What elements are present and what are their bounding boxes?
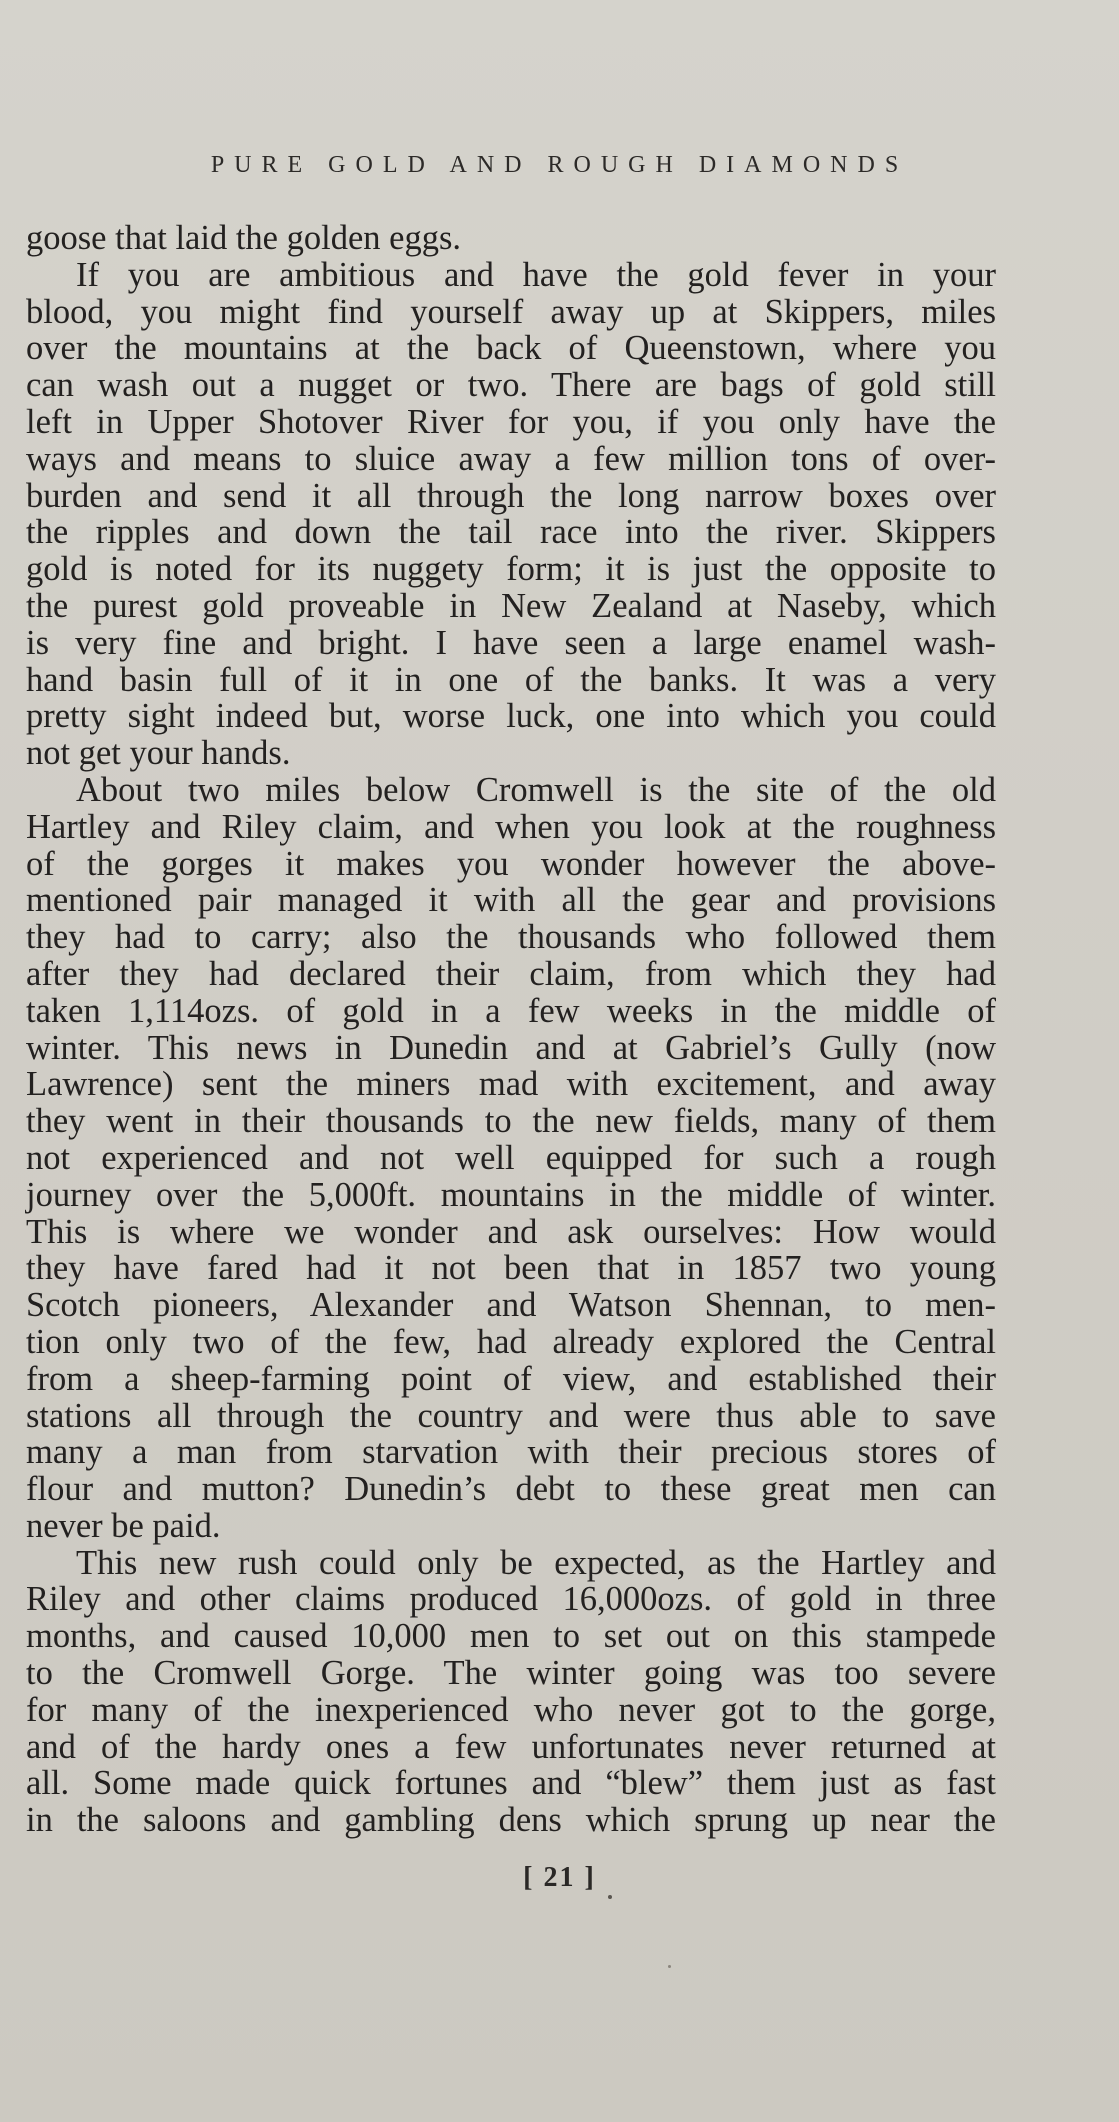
text-line: gold is noted for its nuggety form; it is just the opposite to: [26, 550, 996, 589]
text-line: winter. This news in Dunedin and at Gabriel’s Gully (now: [26, 1028, 996, 1067]
text-line: tion only two of the few, had already explored the Central: [26, 1322, 996, 1361]
text-line: can wash out a nugget or two. There are bags of gold still: [26, 366, 996, 405]
text-line: they went in their thousands to the new fields, many of them: [26, 1102, 996, 1141]
text-line: the ripples and down the tail race into the river. Skippers: [26, 513, 996, 552]
page-number: [ 21 ]: [523, 1862, 596, 1893]
text-line: journey over the 5,000ft. mountains in the middle of winter.: [26, 1175, 996, 1214]
text-line: after they had declared their claim, from which they had: [26, 954, 996, 993]
text-line: is very fine and bright. I have seen a large enamel wash-: [26, 623, 996, 662]
paper-speck: [608, 1895, 612, 1899]
text-line: mentioned pair managed it with all the gear and provisions: [26, 881, 996, 920]
body-text: [26, 220, 996, 1839]
text-line: they had to carry; also the thousands who followed them: [26, 918, 996, 957]
text-line: they have fared had it not been that in 1857 two young: [26, 1249, 996, 1288]
text-line: Scotch pioneers, Alexander and Watson Shennan, to men-: [26, 1286, 996, 1325]
text-line: not experienced and not well equipped for such a rough: [26, 1138, 996, 1177]
text-line: to the Cromwell Gorge. The winter going was too severe: [26, 1654, 996, 1693]
text-line: flour and mutton? Dunedin’s debt to these great men can: [26, 1470, 996, 1509]
text-line: stations all through the country and were thus able to save: [26, 1396, 996, 1435]
text-line: Hartley and Riley claim, and when you look at the roughness: [26, 807, 996, 846]
text-line: This is where we wonder and ask ourselves: How would: [26, 1212, 996, 1251]
text-line: and of the hardy ones a few unfortunates never returned at: [26, 1727, 996, 1766]
text-line: not get your hands.: [26, 734, 291, 773]
text-line: About two miles below Cromwell is the site of the old: [76, 770, 996, 809]
text-line: all. Some made quick fortunes and “blew” them just as fast: [26, 1764, 996, 1803]
text-line: hand basin full of it in one of the banks. It was a very: [26, 660, 996, 699]
text-line: never be paid.: [26, 1506, 221, 1545]
text-line: goose that laid the golden eggs.: [26, 219, 461, 257]
text-line: the purest gold proveable in New Zealand at Naseby, which: [26, 586, 996, 625]
text-line: in the saloons and gambling dens which sprung up near the: [26, 1801, 996, 1840]
text-line: If you are ambitious and have the gold fever in your: [76, 255, 996, 294]
text-line: This new rush could only be expected, as the Hartley and: [76, 1543, 996, 1582]
text-line: taken 1,114ozs. of gold in a few weeks in the middle of: [26, 991, 996, 1030]
text-line: ways and means to sluice away a few million tons of over-: [26, 439, 996, 478]
paper-speck: [668, 1965, 671, 1968]
text-line: months, and caused 10,000 men to set out on this stampede: [26, 1617, 996, 1656]
text-line: from a sheep-farming point of view, and established their: [26, 1359, 996, 1398]
text-line: Lawrence) sent the miners mad with excitement, and away: [26, 1065, 996, 1104]
text-line: many a man from starvation with their precious stores of: [26, 1433, 996, 1472]
text-line: for many of the inexperienced who never got to the gorge,: [26, 1690, 996, 1729]
text-line: of the gorges it makes you wonder however the above-: [26, 844, 996, 883]
text-line: pretty sight indeed but, worse luck, one into which you could: [26, 697, 996, 736]
text-line: left in Upper Shotover River for you, if you only have the: [26, 402, 996, 441]
text-line: burden and send it all through the long narrow boxes over: [26, 476, 996, 515]
text-line: Riley and other claims produced 16,000ozs. of gold in three: [26, 1580, 996, 1619]
running-head: PURE GOLD AND ROUGH DIAMONDS: [210, 152, 909, 178]
text-line: blood, you might find yourself away up at Skippers, miles: [26, 292, 996, 331]
text-line: over the mountains at the back of Queenstown, where you: [26, 329, 996, 368]
